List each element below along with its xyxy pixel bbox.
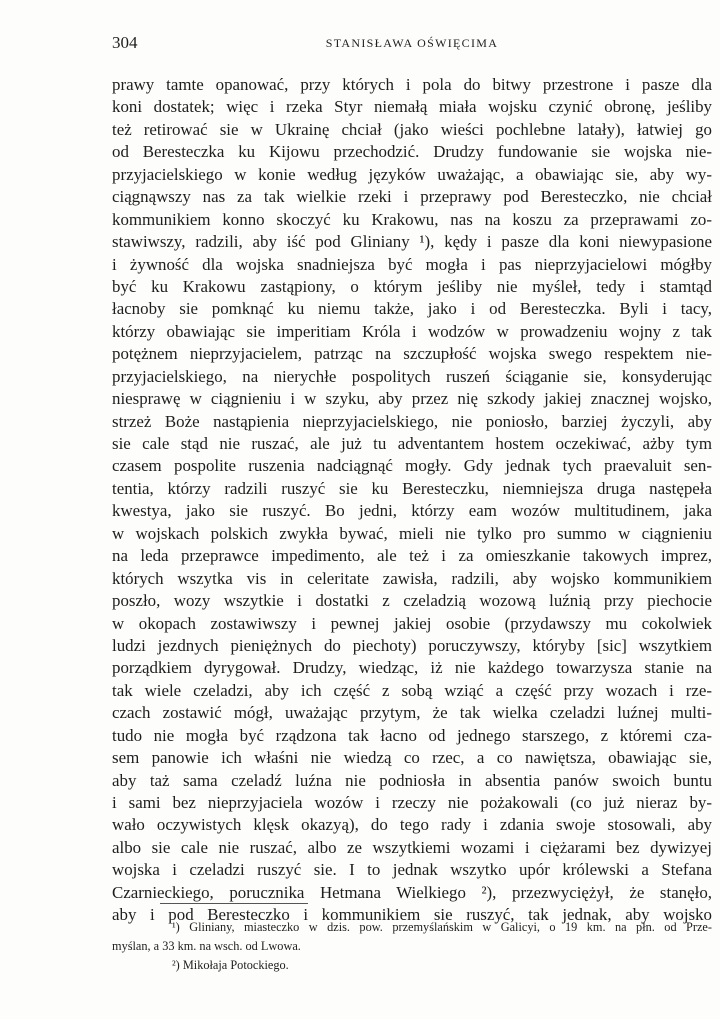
text-line: łacnoby sie pomknąć ku niemu także, jako i od Beresteczka. Byli i tacy, xyxy=(112,299,712,319)
text-line: sem panowie ich właśni nie wiedzą co rzec, a co nawiętsza, obawiając sie, xyxy=(112,748,712,768)
text-line: wało oczywistych klęsk okazyą), do tego rady i zdania swoje stosowali, aby xyxy=(112,815,712,835)
text-line: tentia, którzy radzili ruszyć sie ku Beresteczku, niemniejsza druga następeła xyxy=(112,478,712,498)
page-header xyxy=(112,33,712,55)
footnote-2: ²) Mikołaja Potockiego. xyxy=(172,958,289,972)
text-line: potężnem nieprzyjacielem, patrząc na szczupłość wojska swego respektem nie- xyxy=(112,344,712,364)
text-line: kwestya, jako sie ruszyć. Bo jedni, którzy eam wozów multitudinem, jaka xyxy=(112,501,712,521)
text-line: stawiwszy, radzili, aby iść pod Gliniany ¹), kędy i pasze dla koni niewypasione xyxy=(112,232,712,252)
text-line: poszło, wozy wszytkie i dostatki z czeladzią wozową luźnią przy piechocie xyxy=(112,591,712,611)
text-line: porządkiem dyrygował. Drudzy, wiedząc, iż nie każdego towarzysza stanie na xyxy=(112,658,712,678)
text-line: przyjacielskiego w konie według języków uważając, a obawiając sie, aby wy- xyxy=(112,164,712,184)
page-number: 304 xyxy=(112,33,138,52)
text-line: Czarnieckiego, porucznika Hetmana Wielkiego ²), przezwyciężył, że stanęło, xyxy=(112,882,712,902)
text-line: przyjacielskiego, na nierychłe pospolitych ruszeń ściąganie sie, konsyderując xyxy=(112,366,712,386)
text-line: prawy tamte opanować, przy których i pola do bitwy przestrone i pasze dla xyxy=(112,75,712,94)
footnote-divider xyxy=(160,903,308,904)
text-line: strzeż Boże nastąpienia nieprzyjacielskiego, nie poniosło, barziej życzyli, aby xyxy=(112,411,712,431)
text-line: których wszytka vis in celeritate zawisła, radzili, aby wojsko kommunikiem xyxy=(112,568,712,588)
main-text xyxy=(112,74,712,927)
text-line: ludzi jezdnych pieniężnych do piechoty) poruczywszy, któryby [sic] wszytkiem xyxy=(112,635,712,655)
text-line: sie cale stąd nie ruszać, ale już tu adventantem hostem oczekiwać, ażby tym xyxy=(112,434,712,453)
text-line: od Beresteczka ku Kijowu przechodzić. Drudzy fundowanie sie wojska nie- xyxy=(112,142,712,162)
text-line: niesprawę w ciągnieniu i w szyku, aby przez nię szkody jakiej znacznej wojsko, xyxy=(112,389,712,409)
text-line: aby i pod Beresteczko i kommunikiem sie ruszyć, tak jednak, aby wojsko xyxy=(112,905,712,925)
text-line: być ku Krakowu zastąpiony, o którym jeśliby nie myślеł, tedy i stamtąd xyxy=(112,276,712,296)
text-line: tak wiele czeladzi, aby ich część z sobą wziąć a część przy wozach i rze- xyxy=(112,680,712,700)
text-line: czach zostawić mógł, uważając przytym, że tak wielka czeladzi luźnej multi- xyxy=(112,703,712,723)
text-line: i żywność dla wojska snadniejsza być mogła i pas nieprzyjacielowi mógłby xyxy=(112,254,712,274)
text-line: albo sie cale nie ruszać, albo ze wszytkiemi wozami i ciężarami bez dywizyej xyxy=(112,837,712,857)
footnote-1-line-2: myślan, a 33 km. na wsch. od Lwowa. xyxy=(112,939,301,953)
text-line: koni dostatek; więc i rzeka Styr niemałą miała wojsku czynić obronę, jeśliby xyxy=(112,97,712,117)
text-line: aby taż sama czeladź luźna nie podniosła in absentia panów swoich buntu xyxy=(112,770,712,790)
text-line: kommunikiem konno skoczyć ku Krakowu, nas na koszu za przeprawami zo- xyxy=(112,209,712,229)
text-line: którzy obawiając sie imperitiam Króla i wodzów w prowadzeniu wojny z tak xyxy=(112,321,712,341)
footnote-1-line-1: ¹) Gliniany, miasteczko w dzis. pow. przemyślańskim w Galicyi, o 19 km. na płn. od Prze- xyxy=(172,920,712,934)
footnotes xyxy=(112,918,712,975)
text-line: wojska i czeladzi ruszyć sie. I to jednak wszytko upór królewski a Stefana xyxy=(112,860,712,880)
text-line: czasem pospolite ruszenia nadciągnąć mogły. Gdy jednak tych praevaluit sen- xyxy=(112,456,712,476)
text-line: tudo nie mogła być rządzona tak łacno od jednego starszego, z któremi cza- xyxy=(112,725,712,745)
text-line: i sami bez nieprzyjaciela wozów i rzeczy nie pożakowali (co już nieraz by- xyxy=(112,793,712,812)
running-title: STANISŁAWA OŚWIĘCIMA xyxy=(325,36,499,50)
text-line: w wojskach polskich zwykła bywać, mieli nie tylko pro summo w ciągnieniu xyxy=(112,523,712,543)
text-line: w okopach zostawiwszy i pewnej jakiej osobie (przydawszy mu cokolwiek xyxy=(112,613,712,633)
text-line: też retirować sie w Ukrainę chciał (jako wieści pochlebne latały), łatwiej go xyxy=(112,119,712,139)
text-line: ciągnąwszy nas za tak wielkie rzeki i przeprawy pod Beresteczko, nie chciał xyxy=(112,187,712,207)
text-line: na leda przeprawce impedimento, ale też i za omieszkanie takowych imprez, xyxy=(112,546,712,566)
